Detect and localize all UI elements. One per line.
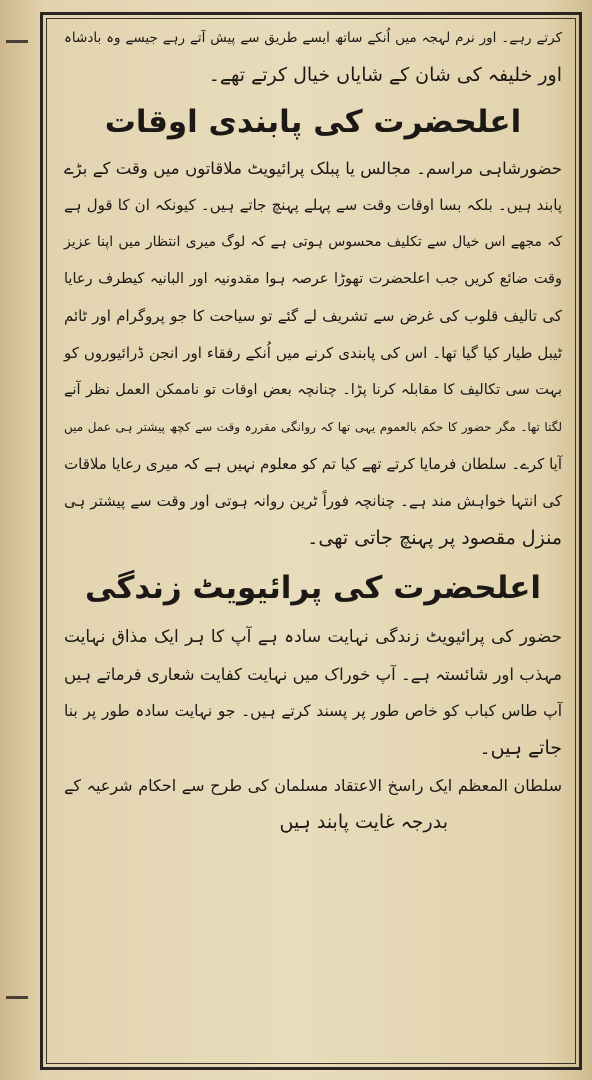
text-line: اور خلیفہ کی شان کے شایاں خیال کرتے تھے۔ — [208, 64, 562, 86]
text-line: کہ مجھے اس خیال سے تکلیف محسوس ہوتی ہے کہ لوگ میری انتظار میں اپنا عزیز — [64, 234, 562, 250]
text-line: کرتے رہے۔ اور نرم لہجہ میں اُنکے ساتھ ایسے طریق سے پیش آتے رہے جیسے وہ بادشاہ — [64, 30, 562, 46]
page-text — [58, 20, 568, 841]
text-line: بہت سی تکالیف کا مقابلہ کرنا پڑا۔ چنانچہ بعض اوقات تو ناممکن العمل نظر آنے — [64, 382, 562, 398]
text-line: آپ طاس کباب کو خاص طور پر پسند کرتے ہیں۔ جو نہایت سادہ طور پر بنا — [64, 702, 562, 720]
text-line: بدرجہ غایت پابند ہیں — [279, 811, 448, 833]
section-heading: اعلحضرت کی پابندی اوقات — [104, 104, 522, 140]
text-line: کی تالیف قلوب کی غرض سے تشریف لے گئے تو سیاحت کا جو پروگرام اور ٹائم — [64, 307, 562, 325]
text-line: سلطان المعظم ایک راسخ الاعتقاد مسلمان کی طرح سے احکام شرعیہ کے — [64, 776, 562, 795]
text-line: مہذب اور شائستہ ہے۔ آپ خوراک میں نہایت کفایت شعاری فرماتے ہیں — [64, 665, 562, 684]
text-line: پابند ہیں۔ بلکہ بسا اوقات وقت سے پہلے پہنچ جاتے ہیں۔ کیونکہ ان کا قول ہے — [64, 196, 562, 214]
text-line: لگتا تھا۔ مگر حضور کا حکم بالعموم یہی تھا کہ روانگی مقررہ وقت سے کچھ پیشتر ہی عمل میں — [64, 420, 562, 434]
text-line: کی انتہا خواہش مند ہے۔ چنانچہ فوراً ٹرین روانہ ہوتی اور وقت سے پیشتر ہی — [64, 492, 562, 510]
text-line: حضور کی پرائیویٹ زندگی نہایت سادہ ہے آپ کا ہر ایک مذاق نہایت — [64, 627, 562, 647]
section-heading: اعلحضرت کی پرائیویٹ زندگی — [84, 570, 542, 606]
text-line: منزل مقصود پر پہنچ جاتی تھی۔ — [307, 527, 562, 549]
text-line: آیا کرے۔ سلطان فرمایا کرتے تھے کیا تم کو معلوم نہیں ہے کہ میری رعایا ملاقات — [64, 455, 562, 473]
text-line: ٹیبل طیار کیا گیا تھا۔ اس کی پابندی کرنے میں اُنکے رفقاء اور انجن ڈرائیوروں کو — [64, 344, 562, 362]
text-line: جاتے ہیں۔ — [479, 737, 562, 759]
binding-margin — [0, 0, 38, 1080]
text-line: حضورشاہی مراسم۔ مجالس یا پبلک پرائیویٹ ملاقاتوں میں وقت کے بڑے — [64, 159, 562, 178]
text-line: وقت ضائع کریں جب اعلحضرت تھوڑا عرصہ ہوا مقدونیہ اور البانیہ کیطرف رعایا — [64, 271, 562, 287]
